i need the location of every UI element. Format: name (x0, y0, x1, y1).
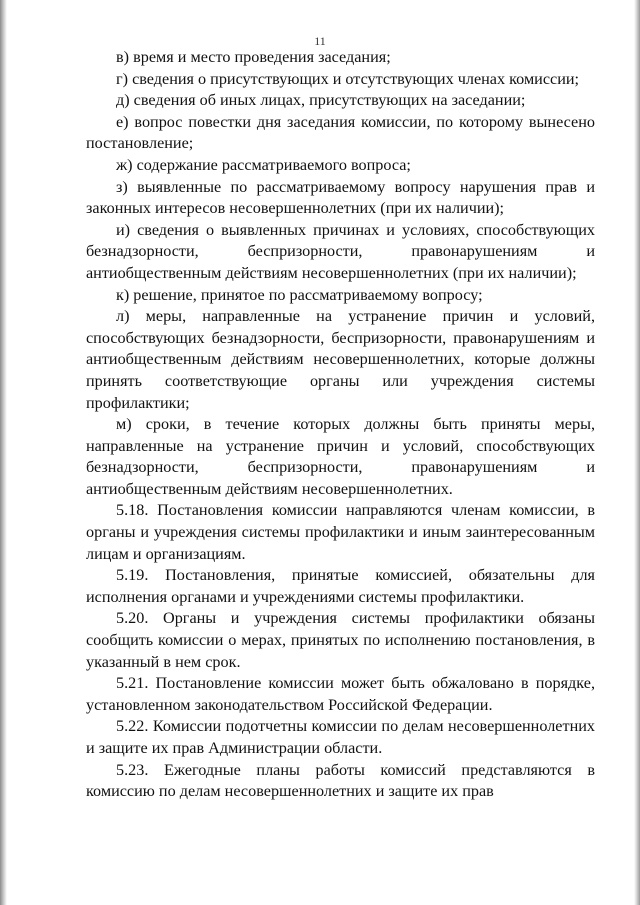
paragraph-5-21: 5.21. Постановление комиссии может быть обжаловано в порядке, установленном законодательством Российской Федерации. (86, 674, 595, 714)
scan-edge-left (0, 0, 7, 905)
paragraph-item-d: д) сведения об иных лицах, присутствующих на заседании; (116, 91, 526, 110)
paragraph-item-e: е) вопрос повестки дня заседания комиссии, по которому вынесено постановление; (86, 112, 595, 153)
paragraph-item-v: в) время и место проведения заседания; (116, 48, 391, 66)
paragraph-item-m: м) сроки, в течение которых должны быть приняты меры, направленные на устранение причин и условий, способствующих безнадзорности, беспризорности, правонарушениям и антиобщественным действиям несовершеннолетних. (86, 415, 595, 498)
paragraph-item-i: и) сведения о выявленных причинах и условиях, способствующих безнадзорности, беспризорности, правонарушениям и антиобщественным действиям несовершеннолетних (при их наличии); (86, 220, 595, 282)
paragraph-5-23: 5.23. Ежегодные планы работы комиссий представляются в комиссию по делам несовершеннолетних и защите их прав (86, 760, 595, 801)
page-number: 11 (314, 34, 326, 48)
scan-edge-right (634, 0, 640, 905)
document-body (86, 47, 595, 803)
paragraph-5-22: 5.22. Комиссии подотчетны комиссии по делам несовершеннолетних и защите их прав Администрации области. (86, 717, 595, 757)
paragraph-5-20: 5.20. Органы и учреждения системы профилактики обязаны сообщить комиссии о мерах, принятых по исполнению постановления, в указанный в нем срок. (86, 609, 595, 671)
paragraph-5-18: 5.18. Постановления комиссии направляются членам комиссии, в органы и учреждения системы профилактики и иным заинтересованным лицам и организациям. (86, 501, 595, 563)
paragraph-5-19: 5.19. Постановления, принятые комиссией, обязательны для исполнения органами и учреждениями системы профилактики. (86, 566, 595, 606)
paragraph-item-zh: ж) содержание рассматриваемого вопроса; (116, 155, 411, 174)
paragraph-item-k: к) решение, принятое по рассматриваемому вопросу; (116, 285, 483, 304)
paragraph-item-z: з) выявленные по рассматриваемому вопросу нарушения прав и законных интересов несовершеннолетних (при их наличии); (86, 177, 595, 218)
paragraph-item-g: г) сведения о присутствующих и отсутствующих членах комиссии; (116, 69, 580, 88)
paragraph-item-l: л) меры, направленные на устранение причин и условий, способствующих безнадзорности, беспризорности, правонарушениям и антиобщественным действиям несовершеннолетних, которые должны принять соответствующие органы или учреждения системы профилактики; (86, 307, 595, 412)
